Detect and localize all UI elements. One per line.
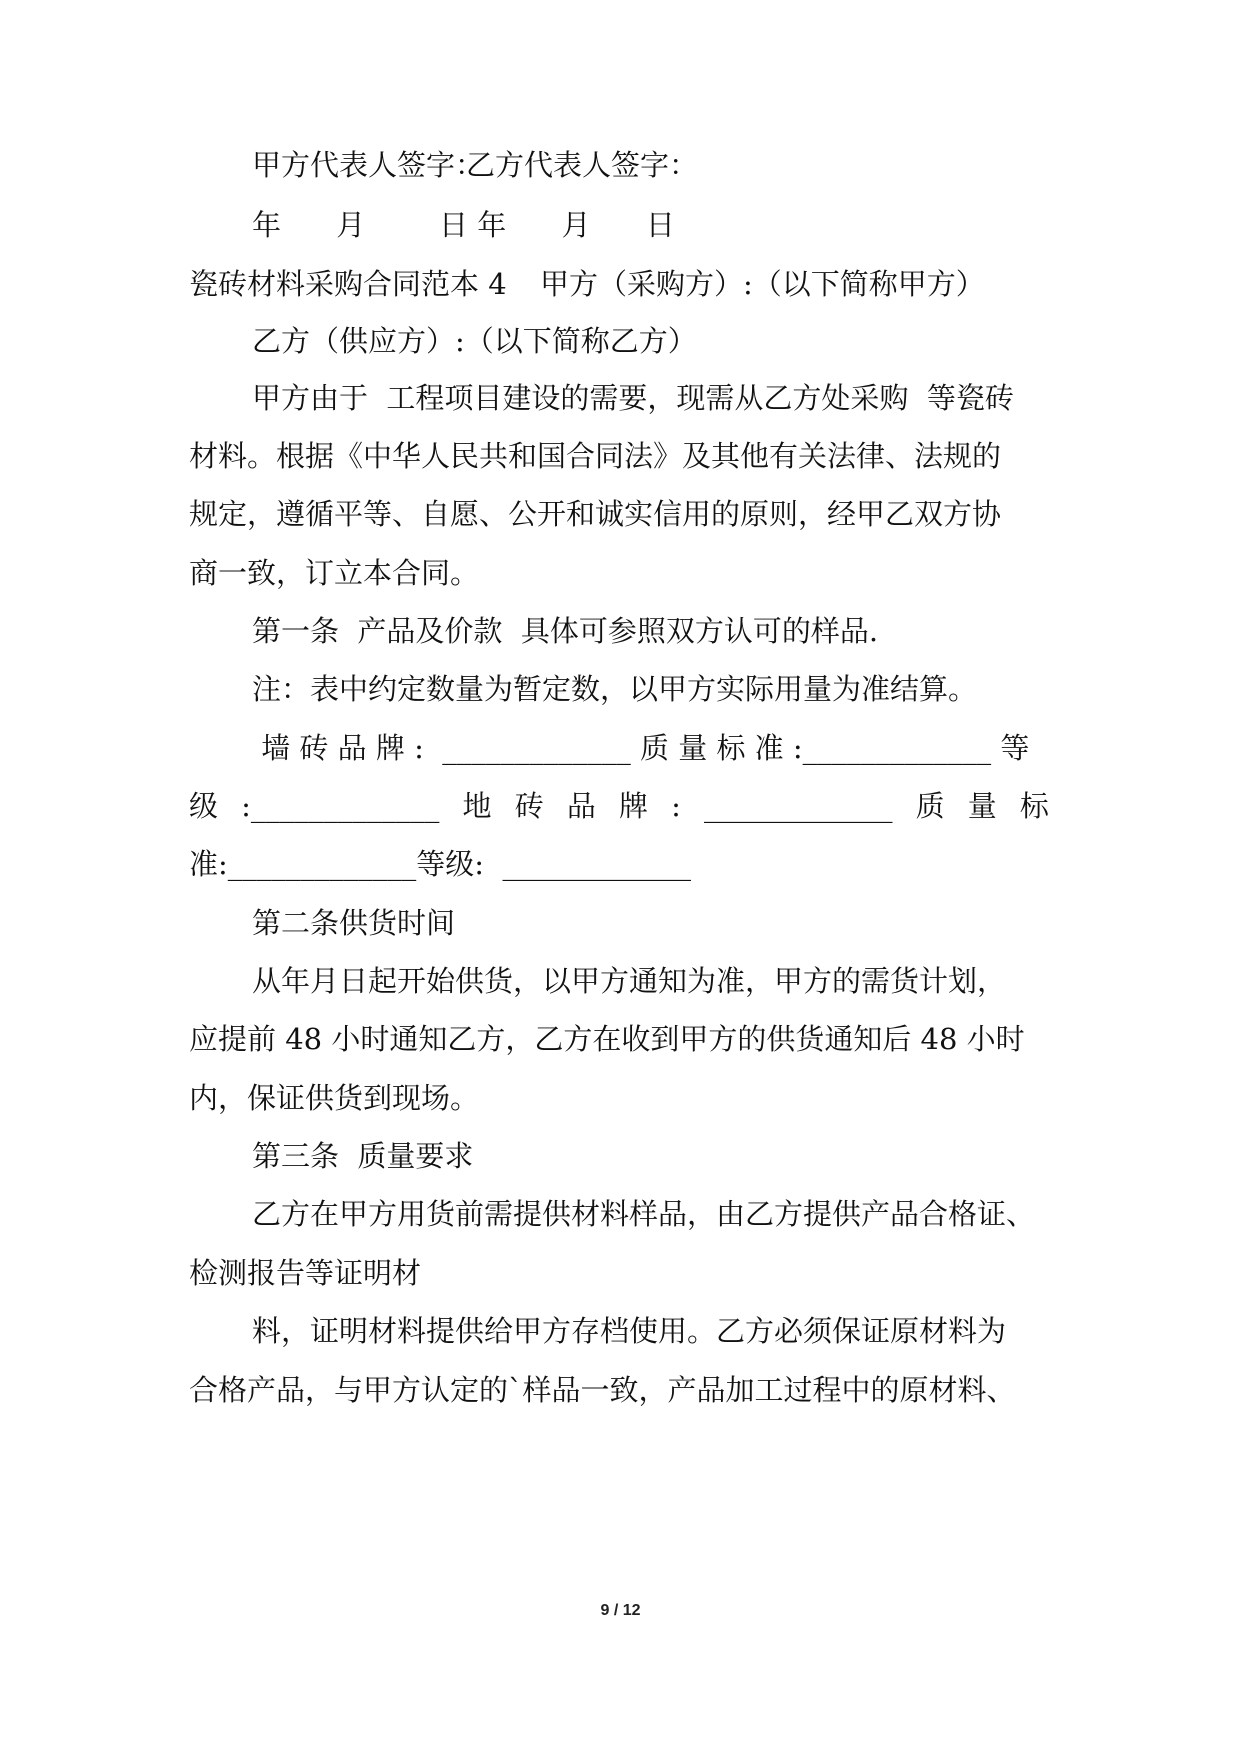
brand-fragment: 地 <box>462 789 492 823</box>
page-number: 9 / 12 <box>600 1602 641 1619</box>
date-line: 年 月 日 年 月 日 <box>252 208 675 242</box>
wall-tile-brand-line: 墙 砖 品 牌 : _____________ 质 量 标 准 :_____________ 等 <box>252 731 1030 765</box>
brand-fragment: 砖 <box>514 789 544 823</box>
article-3-heading: 第三条 质量要求 <box>252 1139 474 1173</box>
party-b-definition: 乙方（供应方）:（以下简称乙方） <box>252 324 697 358</box>
brand-fragment: 牌 <box>618 789 648 823</box>
article-1-heading: 第一条 产品及价款 具体可参照双方认可的样品. <box>252 614 879 648</box>
brand-fragment: 量 <box>967 789 997 823</box>
brand-fragment: 标 <box>1019 789 1049 823</box>
brand-fragment: :_____________ <box>241 789 440 823</box>
brand-fragment: : <box>671 789 681 823</box>
intro-line-4: 商一致，订立本合同。 <box>189 556 480 590</box>
quality-line-4: 合格产品，与甲方认定的`样品一致，产品加工过程中的原材料、 <box>189 1373 1016 1407</box>
supply-line-2: 应提前 48 小时通知乙方，乙方在收到甲方的供货通知后 48 小时 <box>189 1022 1025 1056</box>
intro-line-3: 规定，遵循平等、自愿、公开和诚实信用的原则，经甲乙双方协 <box>189 497 1002 531</box>
brand-fragment: 质 <box>915 789 945 823</box>
supply-line-3: 内，保证供货到现场。 <box>189 1081 480 1115</box>
party-a-definition: 甲方（采购方）:（以下简称甲方） <box>540 267 985 301</box>
floor-tile-grade-line: 准:_____________等级: _____________ <box>189 847 691 881</box>
quality-line-2: 检测报告等证明材 <box>189 1256 422 1290</box>
floor-tile-brand-line <box>189 788 1049 824</box>
intro-line-2: 材料。根据《中华人民共和国合同法》及其他有关法律、法规的 <box>189 439 1002 473</box>
brand-fragment: 品 <box>566 789 596 823</box>
contract-title: 瓷砖材料采购合同范本 4 <box>189 267 507 301</box>
article-2-heading: 第二条供货时间 <box>252 906 456 940</box>
brand-fragment: _____________ <box>704 789 893 823</box>
quantity-note: 注：表中约定数量为暂定数，以甲方实际用量为准结算。 <box>252 672 978 706</box>
party-b-signature-label: 乙方代表人签字： <box>466 148 699 182</box>
quality-line-3: 料，证明材料提供给甲方存档使用。乙方必须保证原材料为 <box>252 1314 1007 1348</box>
brand-fragment: 级 <box>189 789 219 823</box>
quality-line-1: 乙方在甲方用货前需提供材料样品，由乙方提供产品合格证、 <box>252 1197 1036 1231</box>
party-a-signature-label: 甲方代表人签字： <box>252 148 485 182</box>
intro-line-1: 甲方由于 工程项目建设的需要，现需从乙方处采购 等瓷砖 <box>252 381 1014 415</box>
supply-line-1: 从年月日起开始供货，以甲方通知为准，甲方的需货计划， <box>252 964 1007 998</box>
